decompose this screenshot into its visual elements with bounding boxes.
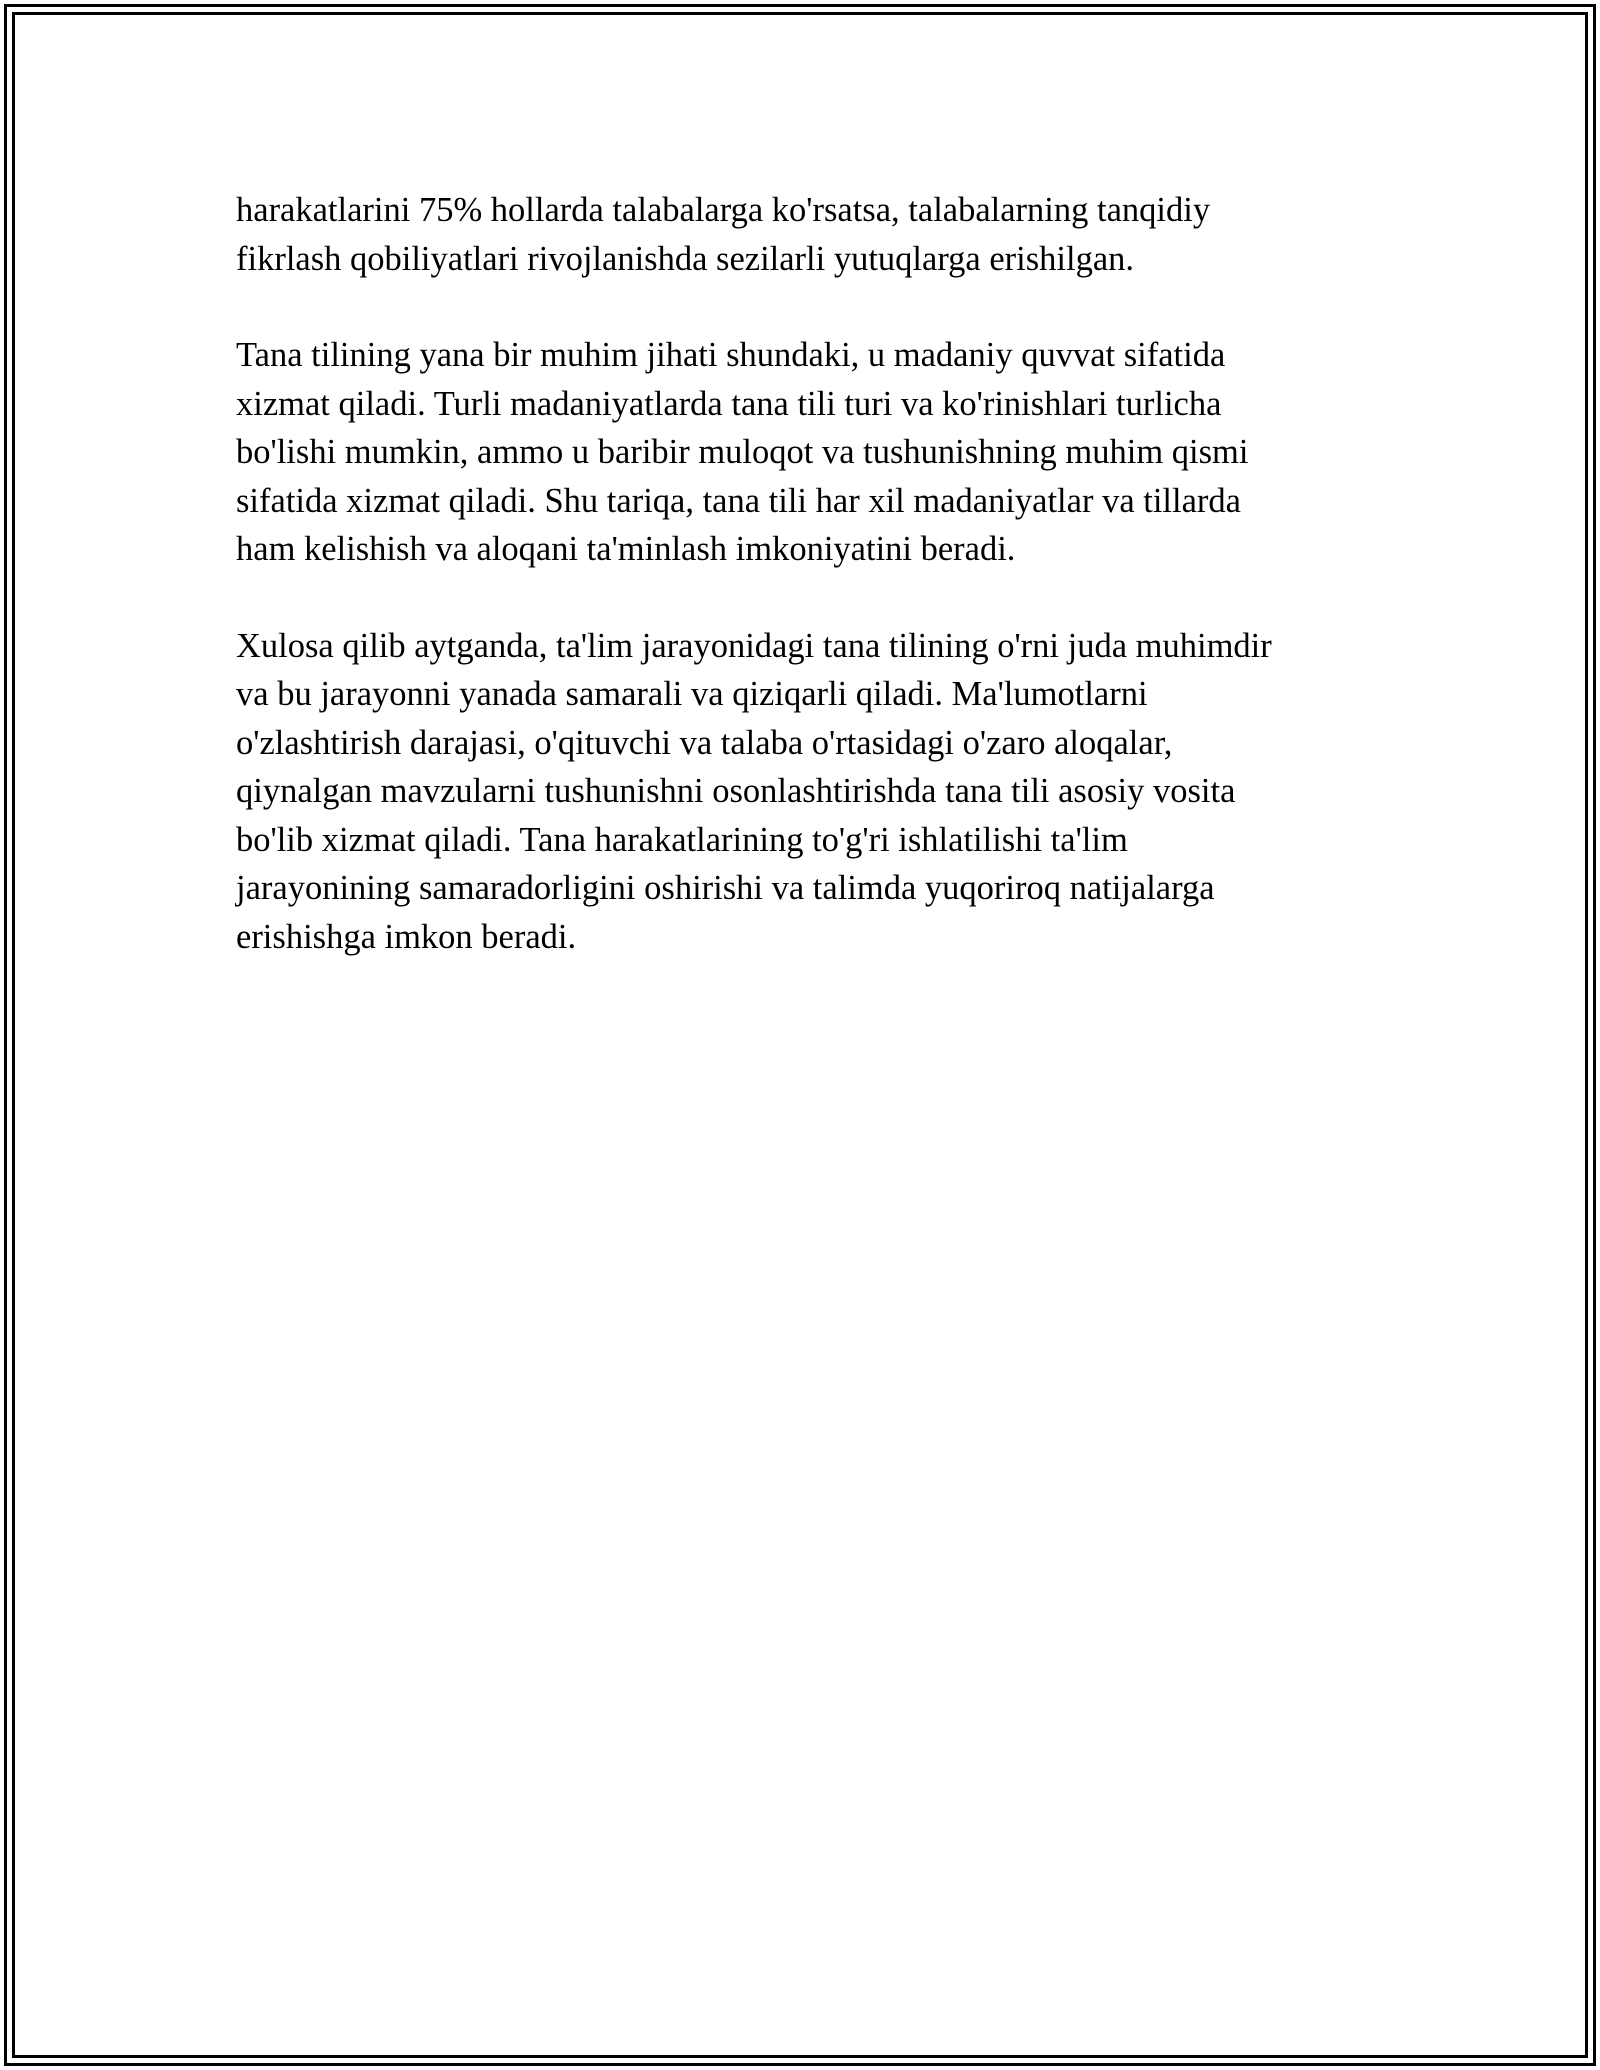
text-line: bo'lib xizmat qiladi. Tana harakatlarining to'g'ri ishlatilishi ta'lim bbox=[236, 820, 1128, 859]
text-line: erishishga imkon beradi. bbox=[236, 917, 577, 956]
text-line: Xulosa qilib aytganda, ta'lim jarayonidagi tana tilining o'rni juda muhimdir bbox=[236, 626, 1272, 665]
text-line: o'zlashtirish darajasi, o'qituvchi va talaba o'rtasidagi o'zaro aloqalar, bbox=[236, 723, 1173, 762]
text-line: ham kelishish va aloqani ta'minlash imkoniyatini beradi. bbox=[236, 530, 1016, 568]
paragraph-1 bbox=[236, 186, 1376, 283]
text-line: jarayonining samaradorligini oshirishi va talimda yuqoriroq natijalarga bbox=[236, 869, 1215, 907]
paragraph-2 bbox=[236, 331, 1376, 574]
text-line: qiynalgan mavzularni tushunishni osonlashtirishda tana tili asosiy vosita bbox=[236, 772, 1236, 810]
text-line: va bu jarayonni yanada samarali va qiziqarli qiladi. Ma'lumotlarni bbox=[236, 675, 1148, 713]
text-line: sifatida xizmat qiladi. Shu tariqa, tana tili har xil madaniyatlar va tillarda bbox=[236, 481, 1241, 520]
document-body bbox=[236, 186, 1376, 1009]
text-line: xizmat qiladi. Turli madaniyatlarda tana tili turi va ko'rinishlari turlicha bbox=[236, 384, 1222, 423]
text-line: harakatlarini 75% hollarda talabalarga ko'rsatsa, talabalarning tanqidiy bbox=[236, 191, 1211, 229]
paragraph-3 bbox=[236, 622, 1376, 962]
text-line: fikrlash qobiliyatlari rivojlanishda sezilarli yutuqlarga erishilgan. bbox=[236, 239, 1135, 278]
text-line: Tana tilining yana bir muhim jihati shundaki, u madaniy quvvat sifatida bbox=[236, 336, 1226, 374]
text-line: bo'lishi mumkin, ammo u baribir muloqot va tushunishning muhim qismi bbox=[236, 433, 1249, 471]
